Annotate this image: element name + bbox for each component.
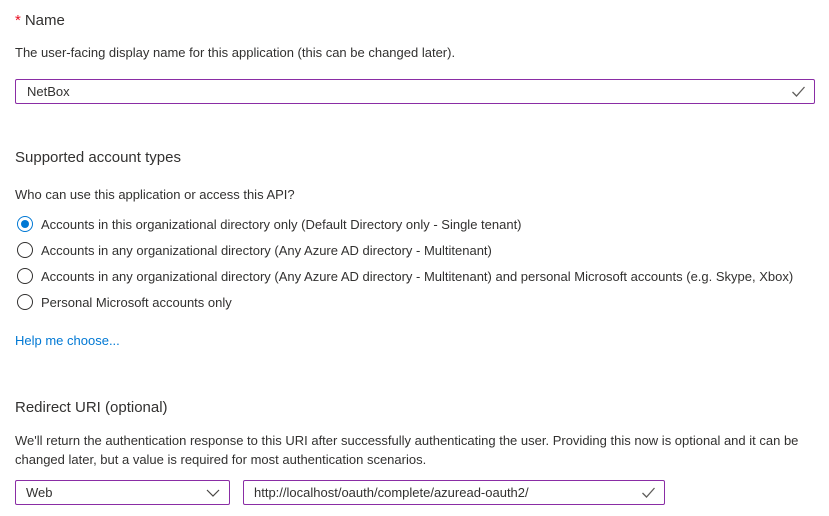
checkmark-icon — [791, 85, 806, 98]
radio-button-icon[interactable] — [17, 242, 33, 258]
radio-option-multitenant[interactable] — [17, 237, 815, 263]
chevron-down-icon — [206, 488, 220, 497]
name-label: Name — [24, 12, 65, 29]
radio-button-icon[interactable] — [17, 268, 33, 284]
name-input-container — [15, 79, 815, 104]
redirect-uri-controls — [15, 480, 815, 505]
name-section-title — [15, 0, 815, 31]
radio-option-label: Personal Microsoft accounts only — [41, 294, 232, 310]
help-me-choose-link[interactable]: Help me choose... — [15, 333, 120, 348]
radio-option-label: Accounts in any organizational directory (Any Azure AD directory - Multitenant) and personal Microsoft accounts (e.g. Skype, Xbox) — [41, 268, 794, 284]
radio-option-single-tenant[interactable] — [17, 211, 815, 237]
radio-button-icon[interactable] — [17, 216, 33, 232]
radio-option-label: Accounts in any organizational directory (Any Azure AD directory - Multitenant) — [41, 242, 492, 258]
radio-option-label: Accounts in this organizational directory only (Default Directory only - Single tenant) — [41, 216, 522, 232]
account-types-title: Supported account types — [15, 149, 181, 166]
redirect-uri-input[interactable] — [243, 480, 665, 505]
redirect-uri-description: We'll return the authentication response to this URI after successfully authenticating the user. Providing this now is optional and it can be changed later, but a value is required for most authentication scenarios. — [15, 433, 799, 467]
name-input[interactable] — [15, 79, 815, 104]
radio-button-icon[interactable] — [17, 294, 33, 310]
checkmark-icon — [641, 486, 656, 499]
radio-option-multitenant-personal[interactable] — [17, 263, 815, 289]
redirect-uri-input-container — [243, 480, 665, 505]
account-types-question: Who can use this application or access this API? — [15, 187, 295, 202]
radio-option-personal-only[interactable] — [17, 289, 815, 315]
required-asterisk: * — [15, 12, 21, 29]
platform-select-value: Web — [26, 485, 53, 500]
account-types-radio-group — [15, 211, 815, 315]
name-description: The user-facing display name for this application (this can be changed later). — [15, 45, 456, 60]
redirect-uri-title: Redirect URI (optional) — [15, 399, 168, 416]
radio-dot — [21, 220, 29, 228]
platform-select[interactable] — [15, 480, 230, 505]
